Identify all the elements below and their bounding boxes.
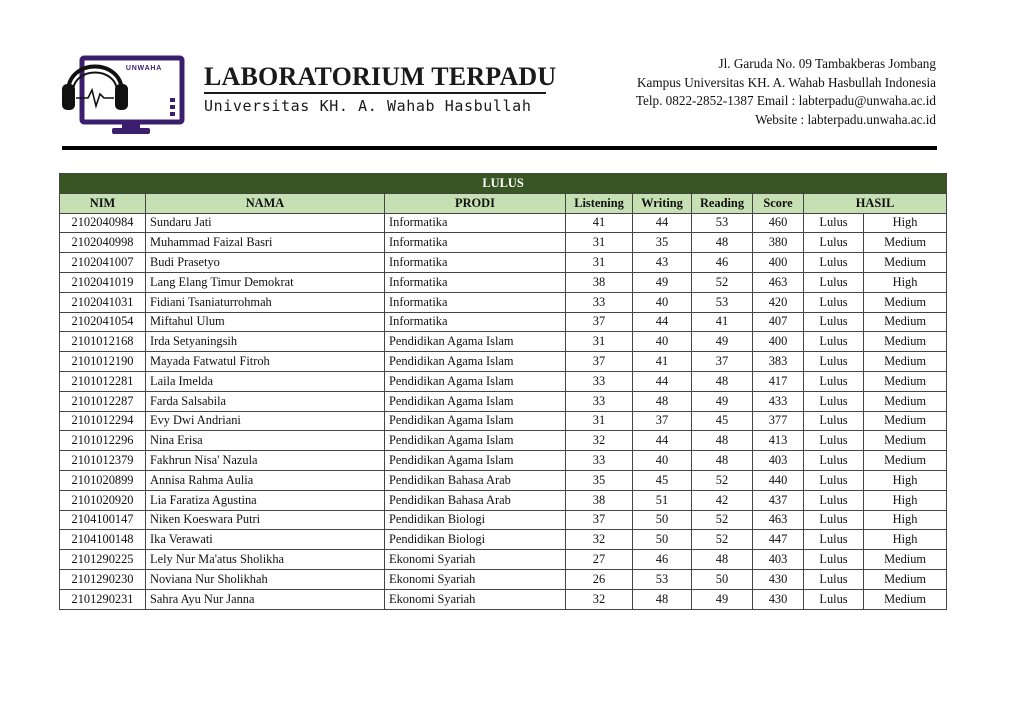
cell-prodi: Ekonomi Syariah [385, 589, 566, 609]
cell-nim: 2102040984 [60, 213, 146, 233]
cell-listening: 32 [566, 530, 633, 550]
cell-nim: 2102041019 [60, 272, 146, 292]
cell-nama: Lely Nur Ma'atus Sholikha [146, 550, 385, 570]
cell-nim: 2101012379 [60, 451, 146, 471]
table-row [60, 510, 947, 530]
cell-nim: 2102040998 [60, 233, 146, 253]
cell-status: Lulus [804, 272, 864, 292]
cell-score: 400 [753, 332, 804, 352]
cell-writing: 44 [633, 431, 692, 451]
cell-score: 463 [753, 510, 804, 530]
table-row [60, 213, 947, 233]
cell-writing: 37 [633, 411, 692, 431]
cell-level: Medium [864, 371, 947, 391]
column-header-nim: NIM [60, 193, 146, 213]
cell-status: Lulus [804, 312, 864, 332]
cell-nama: Lang Elang Timur Demokrat [146, 272, 385, 292]
table-row [60, 352, 947, 372]
cell-prodi: Informatika [385, 233, 566, 253]
cell-reading: 41 [692, 312, 753, 332]
cell-reading: 49 [692, 391, 753, 411]
cell-level: Medium [864, 431, 947, 451]
cell-writing: 44 [633, 312, 692, 332]
cell-reading: 50 [692, 569, 753, 589]
cell-prodi: Informatika [385, 312, 566, 332]
cell-prodi: Pendidikan Agama Islam [385, 411, 566, 431]
cell-nim: 2101290230 [60, 569, 146, 589]
cell-nama: Mayada Fatwatul Fitroh [146, 352, 385, 372]
results-table [59, 173, 947, 610]
cell-score: 413 [753, 431, 804, 451]
cell-listening: 38 [566, 272, 633, 292]
cell-prodi: Pendidikan Agama Islam [385, 391, 566, 411]
cell-status: Lulus [804, 292, 864, 312]
cell-status: Lulus [804, 332, 864, 352]
cell-level: Medium [864, 332, 947, 352]
cell-status: Lulus [804, 371, 864, 391]
cell-writing: 43 [633, 253, 692, 273]
cell-prodi: Pendidikan Agama Islam [385, 371, 566, 391]
cell-prodi: Informatika [385, 292, 566, 312]
cell-nama: Laila Imelda [146, 371, 385, 391]
cell-nama: Niken Koeswara Putri [146, 510, 385, 530]
cell-writing: 49 [633, 272, 692, 292]
cell-status: Lulus [804, 550, 864, 570]
cell-score: 403 [753, 550, 804, 570]
cell-prodi: Pendidikan Biologi [385, 510, 566, 530]
cell-score: 403 [753, 451, 804, 471]
cell-status: Lulus [804, 431, 864, 451]
column-header-prodi: PRODI [385, 193, 566, 213]
cell-level: Medium [864, 451, 947, 471]
cell-nim: 2101020899 [60, 470, 146, 490]
cell-score: 430 [753, 589, 804, 609]
cell-nama: Irda Setyaningsih [146, 332, 385, 352]
column-header-nama: NAMA [146, 193, 385, 213]
header-divider [62, 146, 937, 150]
table-row [60, 312, 947, 332]
cell-reading: 49 [692, 332, 753, 352]
cell-level: High [864, 490, 947, 510]
cell-nama: Miftahul Ulum [146, 312, 385, 332]
cell-reading: 48 [692, 550, 753, 570]
cell-prodi: Pendidikan Agama Islam [385, 451, 566, 471]
cell-listening: 32 [566, 589, 633, 609]
cell-reading: 52 [692, 272, 753, 292]
cell-listening: 37 [566, 510, 633, 530]
column-header-writing: Writing [633, 193, 692, 213]
table-row [60, 470, 947, 490]
cell-nim: 2101290225 [60, 550, 146, 570]
table-row [60, 490, 947, 510]
cell-nama: Annisa Rahma Aulia [146, 470, 385, 490]
cell-listening: 37 [566, 352, 633, 372]
cell-reading: 48 [692, 233, 753, 253]
cell-score: 383 [753, 352, 804, 372]
cell-reading: 52 [692, 530, 753, 550]
table-row [60, 431, 947, 451]
cell-writing: 44 [633, 371, 692, 391]
cell-score: 380 [753, 233, 804, 253]
cell-score: 463 [753, 272, 804, 292]
cell-listening: 33 [566, 391, 633, 411]
cell-reading: 48 [692, 431, 753, 451]
cell-nim: 2102041007 [60, 253, 146, 273]
cell-listening: 32 [566, 431, 633, 451]
website-line: Website : labterpadu.unwaha.ac.id [755, 111, 936, 127]
cell-status: Lulus [804, 352, 864, 372]
cell-level: Medium [864, 352, 947, 372]
cell-nim: 2101012190 [60, 352, 146, 372]
cell-nama: Lia Faratiza Agustina [146, 490, 385, 510]
headphones-monitor-logo-icon [60, 40, 188, 138]
table-banner: LULUS [60, 174, 947, 194]
table-body [60, 213, 947, 609]
column-header-hasil: HASIL [804, 193, 947, 213]
cell-status: Lulus [804, 391, 864, 411]
cell-reading: 46 [692, 253, 753, 273]
contact-line: Telp. 0822-2852-1387 Email : labterpadu@unwaha.ac.id [635, 93, 936, 108]
cell-status: Lulus [804, 213, 864, 233]
cell-writing: 35 [633, 233, 692, 253]
cell-level: Medium [864, 312, 947, 332]
cell-status: Lulus [804, 233, 864, 253]
cell-reading: 45 [692, 411, 753, 431]
cell-prodi: Informatika [385, 272, 566, 292]
cell-reading: 52 [692, 510, 753, 530]
cell-nama: Noviana Nur Sholikhah [146, 569, 385, 589]
cell-prodi: Pendidikan Agama Islam [385, 332, 566, 352]
cell-status: Lulus [804, 589, 864, 609]
table-row [60, 530, 947, 550]
cell-writing: 53 [633, 569, 692, 589]
cell-reading: 42 [692, 490, 753, 510]
cell-status: Lulus [804, 569, 864, 589]
cell-writing: 50 [633, 510, 692, 530]
cell-score: 440 [753, 470, 804, 490]
cell-score: 407 [753, 312, 804, 332]
cell-reading: 48 [692, 451, 753, 471]
table-row [60, 589, 947, 609]
cell-score: 420 [753, 292, 804, 312]
cell-listening: 31 [566, 253, 633, 273]
cell-prodi: Pendidikan Agama Islam [385, 352, 566, 372]
cell-status: Lulus [804, 451, 864, 471]
cell-nama: Budi Prasetyo [146, 253, 385, 273]
cell-level: Medium [864, 233, 947, 253]
column-header-reading: Reading [692, 193, 753, 213]
cell-writing: 51 [633, 490, 692, 510]
cell-score: 437 [753, 490, 804, 510]
cell-level: High [864, 470, 947, 490]
cell-status: Lulus [804, 411, 864, 431]
cell-nama: Fidiani Tsaniaturrohmah [146, 292, 385, 312]
cell-listening: 37 [566, 312, 633, 332]
address-line: Jl. Garuda No. 09 Tambakberas Jombang [718, 56, 936, 71]
cell-score: 430 [753, 569, 804, 589]
cell-nama: Sundaru Jati [146, 213, 385, 233]
cell-listening: 31 [566, 332, 633, 352]
cell-writing: 46 [633, 550, 692, 570]
cell-nim: 2104100147 [60, 510, 146, 530]
logo-text: UNWAHA [125, 65, 163, 72]
cell-status: Lulus [804, 470, 864, 490]
cell-listening: 26 [566, 569, 633, 589]
cell-reading: 53 [692, 213, 753, 233]
cell-status: Lulus [804, 253, 864, 273]
column-header-score: Score [753, 193, 804, 213]
cell-listening: 31 [566, 411, 633, 431]
cell-level: Medium [864, 589, 947, 609]
table-row [60, 451, 947, 471]
address-block [636, 55, 936, 129]
table-row [60, 550, 947, 570]
cell-prodi: Informatika [385, 253, 566, 273]
lab-title: LABORATORIUM TERPADU [204, 62, 557, 91]
cell-listening: 38 [566, 490, 633, 510]
cell-score: 433 [753, 391, 804, 411]
table-row [60, 292, 947, 312]
table-row [60, 233, 947, 253]
cell-nim: 2102041031 [60, 292, 146, 312]
table-row [60, 371, 947, 391]
cell-nama: Sahra Ayu Nur Janna [146, 589, 385, 609]
cell-nim: 2101012281 [60, 371, 146, 391]
cell-level: Medium [864, 550, 947, 570]
cell-writing: 44 [633, 213, 692, 233]
cell-reading: 48 [692, 371, 753, 391]
cell-nim: 2101012287 [60, 391, 146, 411]
cell-score: 400 [753, 253, 804, 273]
cell-listening: 33 [566, 451, 633, 471]
cell-level: Medium [864, 292, 947, 312]
cell-nim: 2101012296 [60, 431, 146, 451]
cell-listening: 41 [566, 213, 633, 233]
cell-nama: Nina Erisa [146, 431, 385, 451]
cell-reading: 52 [692, 470, 753, 490]
cell-nama: Evy Dwi Andriani [146, 411, 385, 431]
cell-nama: Muhammad Faizal Basri [146, 233, 385, 253]
cell-level: Medium [864, 253, 947, 273]
table-row [60, 253, 947, 273]
cell-level: Medium [864, 411, 947, 431]
table-row [60, 391, 947, 411]
cell-nim: 2101012168 [60, 332, 146, 352]
cell-nim: 2101012294 [60, 411, 146, 431]
cell-writing: 45 [633, 470, 692, 490]
cell-score: 447 [753, 530, 804, 550]
cell-nama: Fakhrun Nisa' Nazula [146, 451, 385, 471]
table-row [60, 569, 947, 589]
table-row [60, 332, 947, 352]
cell-nim: 2102041054 [60, 312, 146, 332]
cell-status: Lulus [804, 490, 864, 510]
table-row [60, 411, 947, 431]
cell-writing: 40 [633, 292, 692, 312]
cell-reading: 53 [692, 292, 753, 312]
cell-nim: 2101290231 [60, 589, 146, 609]
cell-level: High [864, 530, 947, 550]
cell-prodi: Ekonomi Syariah [385, 569, 566, 589]
cell-nama: Farda Salsabila [146, 391, 385, 411]
cell-prodi: Pendidikan Bahasa Arab [385, 470, 566, 490]
cell-level: High [864, 510, 947, 530]
cell-level: Medium [864, 391, 947, 411]
cell-writing: 48 [633, 391, 692, 411]
cell-listening: 31 [566, 233, 633, 253]
address-line: Kampus Universitas KH. A. Wahab Hasbullah Indonesia [636, 74, 936, 90]
cell-listening: 27 [566, 550, 633, 570]
cell-writing: 40 [633, 451, 692, 471]
cell-listening: 33 [566, 371, 633, 391]
cell-reading: 49 [692, 589, 753, 609]
cell-writing: 48 [633, 589, 692, 609]
cell-listening: 33 [566, 292, 633, 312]
cell-reading: 37 [692, 352, 753, 372]
cell-score: 377 [753, 411, 804, 431]
cell-writing: 40 [633, 332, 692, 352]
cell-level: Medium [864, 569, 947, 589]
cell-status: Lulus [804, 510, 864, 530]
cell-prodi: Ekonomi Syariah [385, 550, 566, 570]
title-underline [204, 92, 546, 94]
cell-writing: 41 [633, 352, 692, 372]
cell-status: Lulus [804, 530, 864, 550]
university-subtitle: Universitas KH. A. Wahab Hasbullah [204, 97, 532, 115]
table-row [60, 272, 947, 292]
cell-prodi: Pendidikan Agama Islam [385, 431, 566, 451]
cell-score: 460 [753, 213, 804, 233]
cell-listening: 35 [566, 470, 633, 490]
cell-score: 417 [753, 371, 804, 391]
column-header-listening: Listening [566, 193, 633, 213]
cell-prodi: Pendidikan Biologi [385, 530, 566, 550]
cell-prodi: Informatika [385, 213, 566, 233]
title-block [204, 63, 556, 115]
cell-level: High [864, 272, 947, 292]
cell-prodi: Pendidikan Bahasa Arab [385, 490, 566, 510]
cell-nim: 2104100148 [60, 530, 146, 550]
cell-level: High [864, 213, 947, 233]
cell-nama: Ika Verawati [146, 530, 385, 550]
cell-writing: 50 [633, 530, 692, 550]
cell-nim: 2101020920 [60, 490, 146, 510]
